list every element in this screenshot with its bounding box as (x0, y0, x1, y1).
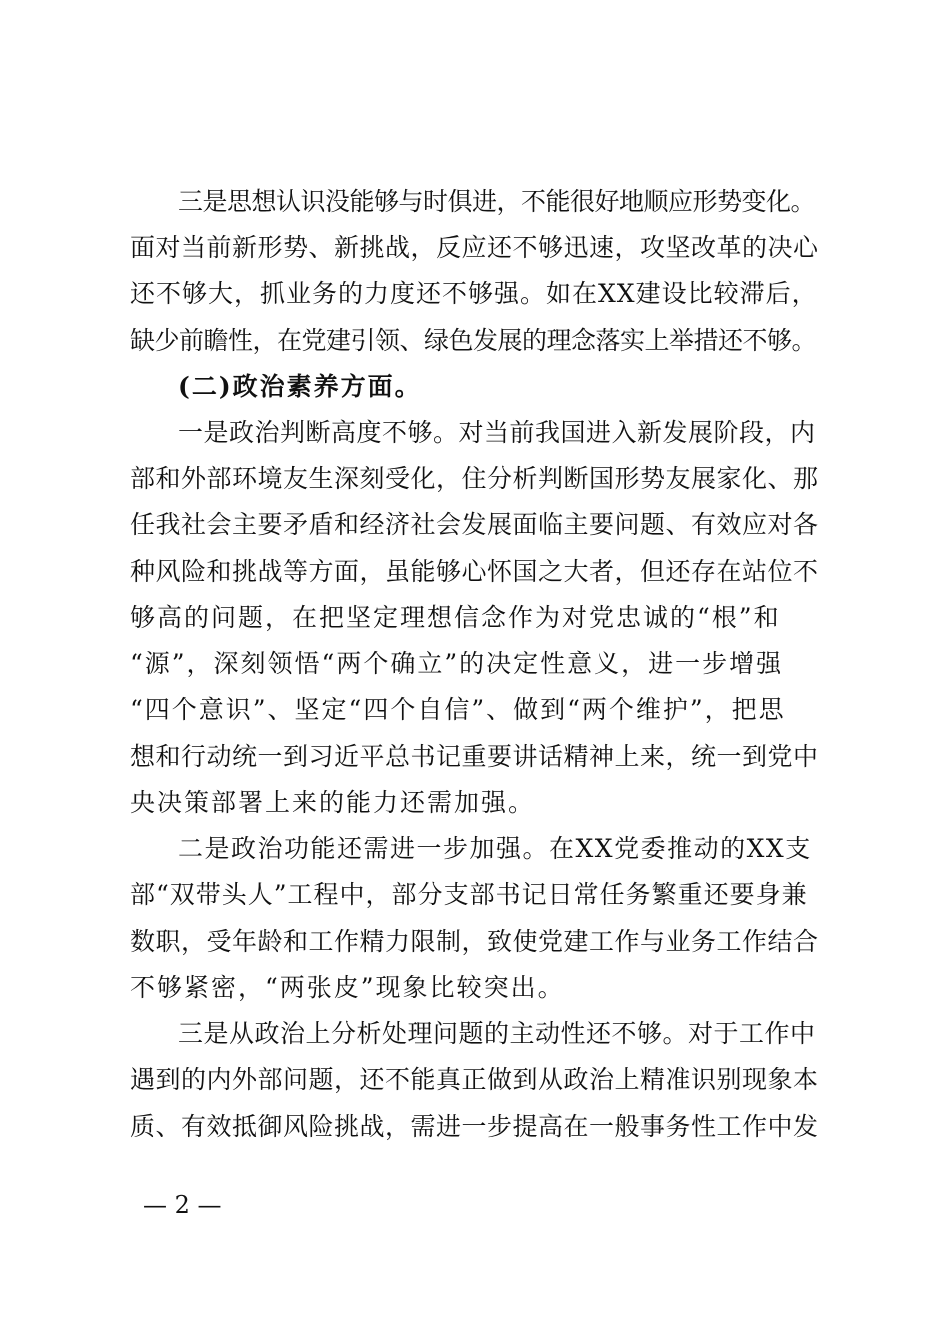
text-line: “四个意识”、坚定“四个自信”、做到“两个维护”，把思 (130, 695, 786, 724)
text-line: 部“双带头人”工程中，部分支部书记日常任务繁重还要身兼 (130, 880, 808, 909)
text-line: 部和外部环境友生深刻受化，住分析判断国形势友展家化、那 (130, 464, 819, 493)
text-line: 想和行动统一到习近平总书记重要讲话精神上来，统一到党中 (130, 742, 819, 771)
section-heading: (二)政治素养方面。 (178, 372, 422, 401)
text-line: 数职，受年龄和工作精力限制，致使党建工作与业务工作结合 (130, 927, 819, 956)
text-line: 够高的问题，在把坚定理想信念作为对党忠诚的“根”和 (130, 603, 781, 632)
text-line: 二是政治功能还需进一步加强。在XX党委推动的XX支 (178, 834, 812, 863)
text-line: “源”，深刻领悟“两个确立”的决定性意义，进一步增强 (130, 649, 784, 678)
text-line: 质、有效抵御风险挑战，需进一步提高在一般事务性工作中发 (130, 1112, 819, 1141)
text-line: 央决策部署上来的能力还需加强。 (130, 788, 536, 817)
text-line: 种风险和挑战等方面，虽能够心怀国之大者，但还存在站位不 (130, 557, 819, 586)
text-line: 不够紧密，“两张皮”现象比较突出。 (130, 973, 565, 1002)
text-line: 一是政治判断高度不够。对当前我国进入新发展阶段，内 (178, 418, 816, 447)
text-line: 遇到的内外部问题，还不能真正做到从政治上精准识别现象本 (130, 1065, 819, 1094)
text-line: 面对当前新形势、新挑战，反应还不够迅速，攻坚改革的决心 (130, 233, 819, 262)
text-line: 还不够大，抓业务的力度还不够强。如在XX建设比较滞后， (130, 279, 818, 308)
text-line: 任我社会主要矛盾和经济社会发展面临主要问题、有效应对各 (130, 510, 819, 539)
text-line: 三是思想认识没能够与时俱进，不能很好地顺应形势变化。 (178, 187, 816, 216)
text-line: 缺少前瞻性，在党建引领、绿色发展的理念落实上举措还不够。 (130, 326, 817, 355)
text-line: 三是从政治上分析处理问题的主动性还不够。对于工作中 (178, 1019, 816, 1048)
page-number: — 2 — (143, 1191, 222, 1219)
